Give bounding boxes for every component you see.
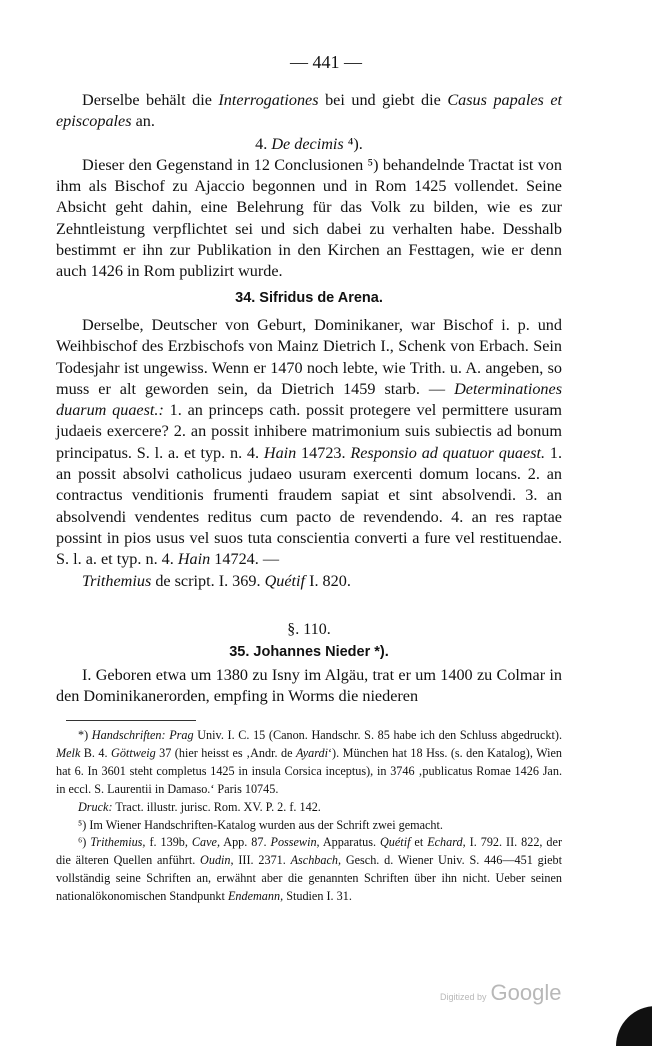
page-number: — 441 — [290, 52, 362, 72]
footnote-divider [66, 720, 196, 721]
heading-nieder: 35. Johannes Nieder *). [229, 644, 389, 660]
footnote-6: ⁶) Trithemius, f. 139b, Cave, App. 87. Possewin, Apparatus. Quétif et Echard, I. 792. II. 822, der die älteren Quellen anführt. Oudin, III. 2371. Aschbach, Gesch. d. Wiener Univ. S. 446—451 giebt vollständig seine Schriften an, erwähnt aber die genannten Schriften über ihn nicht. Ueber seinen nationalökonomischen Standpunkt Endemann, Studien I. 31. [56, 835, 562, 904]
footnote-star: *) Handschriften: Prag Univ. I. C. 15 (Canon. Handschr. S. 85 habe ich den Schluss abgedruckt). Melk B. 4. Göttweig 37 (hier heisst es ‚Andr. de Ayardi‘). München hat 18 Hss. (s. den Katalog), Wien hat 6. In 3601 steht completus 1425 in insula Corsica inceptus), in 3746 ‚publicatus Romae 1426 Jan. in eccl. S. Laurentii in Damaso.‘ Paris 10745. [56, 728, 563, 796]
page-corner-shadow [616, 1006, 652, 1046]
watermark-large: Google [490, 980, 562, 1005]
main-text-upper [56, 90, 562, 283]
watermark-small: Digitized by [440, 992, 487, 1002]
section-110: §. 110. [287, 621, 331, 638]
paragraph-sifridus: Derselbe, Deutscher von Geburt, Dominikaner, war Bischof i. p. und Weihbischof des Erzbischofs von Mainz Dietrich I., Schenk von Erbach. Sein Todesjahr ist ungewiss. Wenn er 1470 noch lebte, wie Trith. u. A. angeben, so muss er alt geworden sein, da Dietrich 1459 starb. — Determinationes duarum quaest.: 1. an princeps cath. possit protegere vel permittere usuram judaeis exercere? 2. an possit inhibere matrimonium suis subiectis ad bonum principatus. S. l. a. et typ. n. 4. Hain 14723. Responsio ad quatuor quaest. 1. an possit absolvi catholicus judaeo usuram exercenti domum locans. 2. an contractus venditionis frumenti fraudem sapiat et sint absolvendi. 3. an absolvendi vendentes reditus cum pacto de revendendo. 4. an res raptae possint in pios usus vel suos tuta conscientia converti a fure vel restituendae. S. l. a. et typ. n. 4. Hain 14724. — [56, 316, 562, 569]
digitized-by-google-watermark [440, 980, 561, 1006]
paragraph-trithemius: Trithemius de script. I. 369. Quétif I. 820. [82, 571, 351, 590]
sifridus-text [56, 315, 562, 592]
paragraph-de-decimis: Dieser den Gegenstand in 12 Conclusionen ⁵) behandelnde Tractat ist von ihm als Bischof zu Ajaccio begonnen und in Rom 1425 vollendet. Seine Absicht geht dahin, eine Belehrung für das Volk zu bilden, wie es zur Zehntleistung verpflichtet sei und sich dabei zu verhalten habe. Desshalb bestimmt er ihn zur Publikation in den Kirchen an Festtagen, wie er denn auch 1426 in Rom publizirt wurde. [56, 155, 562, 281]
footnote-druck: Druck: Tract. illustr. jurisc. Rom. XV. P. 2. f. 142. [78, 799, 321, 814]
paragraph-nieder: I. Geboren etwa um 1380 zu Isny im Algäu, trat er um 1400 zu Colmar in den Dominikanerorden, empfing in Worms die niederen [56, 666, 562, 706]
heading-sifridus: 34. Sifridus de Arena. [235, 290, 383, 306]
footnote-5: ⁵) Im Wiener Handschriften-Katalog wurden aus der Schrift zwei gemacht. [78, 817, 443, 832]
intro-paragraph: Derselbe behält die Interrogationes bei und giebt die Casus papales et episcopales an. [56, 91, 563, 131]
nieder-text [56, 665, 562, 708]
footnotes [56, 727, 562, 906]
heading-de-decimis: 4. De decimis ⁴). [255, 134, 363, 153]
